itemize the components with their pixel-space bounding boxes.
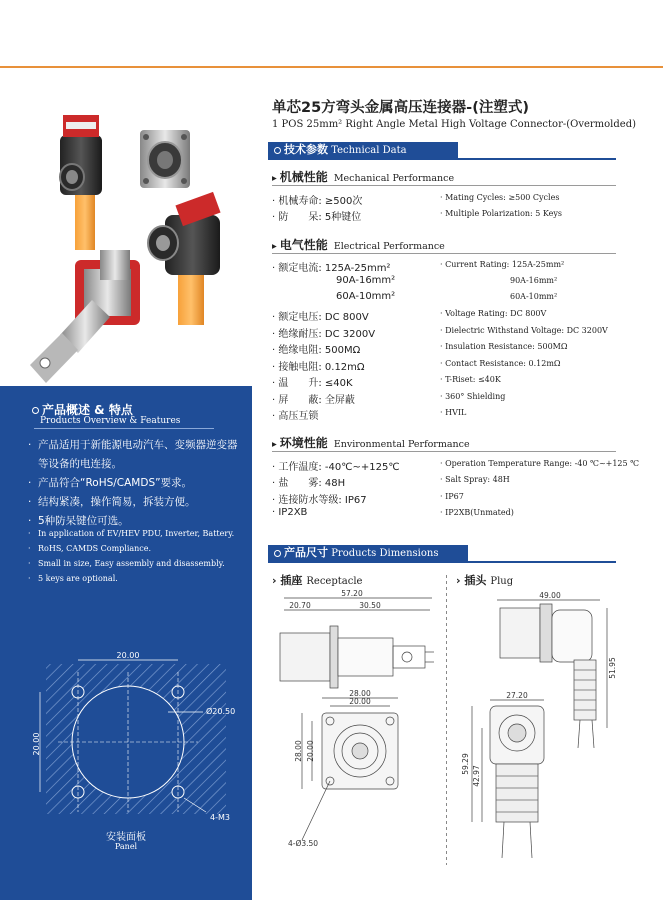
overview-panel [0,386,252,900]
spec-row: · 连接防水等级: IP67 · IP67 [272,492,464,506]
plug-heading: › 插头 Plug [456,574,514,587]
list-item: · In application of EV/HEV PDU, Inverter, Battery. [28,526,244,541]
list-item: · 5 keys are optional. [28,571,244,586]
spec-row: 90A-16mm² 90A-16mm² [336,275,558,286]
dimensions-bar [268,545,616,563]
spec-row: · 高压互锁 · HVIL [272,408,467,422]
spec-row: · 接触电阻: 0.12mΩ · Contact Resistance: 0.12mΩ [272,359,561,373]
dim-top: 20.00 [116,652,140,660]
dim-h: 51.95 [608,657,617,679]
product-photo [0,95,252,385]
dim-w: 49.00 [539,591,561,600]
dimensions-label: 产品尺寸 [284,546,328,559]
divider [446,575,447,865]
plug-drawing [452,588,628,888]
spec-row: · 温 升: ≤40K · T-Riset: ≤40K [272,375,501,389]
receptacle-drawing [262,588,442,858]
receptacle-heading: › 插座 Receptacle [272,574,363,587]
technical-data-bar [268,142,616,160]
panel-cutout-drawing [28,652,248,842]
dim-dia: Ø20.50 [206,707,236,716]
divider [272,185,616,186]
spec-row: · 额定电压: DC 800V · Voltage Rating: DC 800V [272,309,547,323]
list-item: · 产品符合“RoHS/CAMDS”要求。 [28,474,244,493]
dim-holes: 4-Ø3.50 [288,839,319,848]
spec-row: · 防 呆: 5种键位 · Multiple Polarization: 5 Keys [272,209,563,223]
environmental-heading: ▸ 环境性能 Environmental Performance [272,436,470,450]
spec-row: · 绝缘电阻: 500MΩ · Insulation Resistance: 500MΩ [272,342,568,356]
divider [34,428,214,429]
spec-row: · 绝缘耐压: DC 3200V · Dielectric Withstand Voltage: DC 3200V [272,326,608,340]
spec-row: · 盐 雾: 48H · Salt Spray: 48H [272,475,510,489]
technical-data-label: 技术参数 [284,143,328,156]
technical-data-label-en: Technical Data [331,145,407,156]
dim-left: 20.70 [289,601,311,610]
product-title: 单芯25方弯头金属高压连接器-(注塑式) [272,100,529,116]
overview-heading: 产品概述 & 特点 [32,401,133,418]
list-item: · 5种防呆键位可选。 [28,512,244,531]
list-item: · RoHS, CAMDS Compliance. [28,541,244,556]
spec-row: · IP2XB · IP2XB(Unmated) [272,507,514,518]
dim-h2: 20.00 [306,740,315,762]
dim-right: 30.50 [359,601,381,610]
electrical-heading: ▸ 电气性能 Electrical Performance [272,238,445,252]
dim-h1: 28.00 [294,740,303,762]
panel-caption: 安装面板 [106,832,146,843]
mechanical-heading: ▸ 机械性能 Mechanical Performance [272,170,455,184]
panel-caption-en: Panel [114,842,138,851]
list-item: · Small in size, Easy assembly and disassembly. [28,556,244,571]
dimensions-label-en: Products Dimensions [331,548,439,559]
overview-heading-en: Products Overview & Features [40,416,181,426]
spec-row: · 额定电流: 125A-25mm² · Current Rating: 125A-25mm² [272,260,565,274]
dim-left: 20.00 [32,732,41,756]
dim-total: 57.20 [341,589,363,598]
dim-holes: 4-M3 [210,813,230,822]
spec-row: · 屏 蔽: 全屏蔽 · 360° Shielding [272,392,506,406]
dim-h2: 59.29 [461,753,470,775]
dim-w1: 28.00 [349,689,371,698]
features-en-list [28,526,244,586]
spec-row: · 机械寿命: ≥500次 · Mating Cycles: ≥500 Cycles [272,193,560,207]
spec-row: · 工作温度: -40℃~+125℃ · Operation Temperature Range: -40 ℃~+125 ℃ [272,459,640,473]
features-cn-list [28,436,244,531]
dim-w2: 27.20 [506,691,528,700]
top-accent-line [0,66,663,68]
dim-w2: 20.00 [349,697,371,706]
product-title-en: 1 POS 25mm² Right Angle Metal High Voltage Connector-(Overmolded) [272,119,636,130]
dim-h3: 42.97 [472,765,481,787]
divider [272,451,616,452]
spec-row: 60A-10mm² 60A-10mm² [336,291,558,302]
divider [272,253,616,254]
list-item: · 结构紧凑，操作简易，拆装方便。 [28,493,244,512]
list-item: · 产品适用于新能源电动汽车、变频器逆变器等设备的电连接。 [28,436,244,474]
